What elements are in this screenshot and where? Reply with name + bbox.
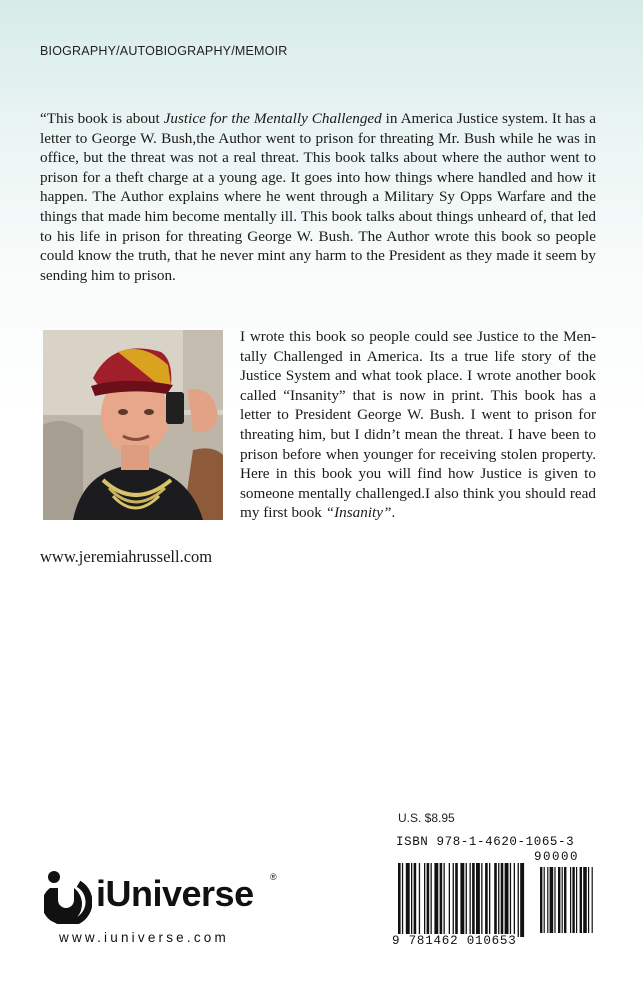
isbn-barcode <box>392 833 596 951</box>
author-photo <box>43 330 223 520</box>
book-blurb <box>40 109 596 285</box>
genre-label: BIOGRAPHY/AUTOBIOGRAPHY/MEMOIR <box>40 44 288 58</box>
isbn-label: ISBN 978-1-4620-1065-3 <box>396 835 575 849</box>
registered-mark: ® <box>270 872 277 882</box>
isbn-digits: 9 781462 010653 <box>392 934 517 948</box>
blurb-italic-title: Justice for the Mentally Challenged <box>163 110 382 127</box>
author-website-link[interactable]: www.jeremiahrussell.com <box>40 547 213 566</box>
publisher-name: iUniverse <box>96 873 254 914</box>
barcode-bars <box>392 863 596 945</box>
publisher-logo <box>44 868 284 928</box>
author-text-main: I wrote this book so people could see Justice to the Mentally Challenged in America. Its a true life story of the Justice System and what took place. I wrote another book called “Insanity” that is now in print. This book has a letter to President George W. Bush. I went to prison for threating him, but I didn’t mean the threat. I have been to prison before when younger for receiving stolen property. Here in this book you will find how Justice is given to someone mentally challenged.I also think you should read my first book <box>240 328 596 522</box>
author-statement <box>240 327 596 523</box>
blurb-part2: in America Justice system. It has a letter to George W. Bush,the Author went to prison for threating Mr. Bush while he was in office, but the threat was not a real threat. This book talks about where the author went to prison for a theft charge at a young age. It goes into how things where handled and how it happen. The Author explains where he went through a Military Sy Opps Warfare and the things that made him become mentally ill. This book talks about things unheard of, that led to his life in prison for threating George W. Bush. The Author wrote this book so people could know the truth, that he never mint any harm to the President as they made it seem by sending him to prison. <box>40 110 597 284</box>
author-text-end: . <box>391 504 396 522</box>
publisher-url[interactable]: www.iuniverse.com <box>59 930 229 945</box>
author-text-italic-book: “Insanity” <box>325 504 392 522</box>
barcode-addon-code: 90000 <box>534 850 580 864</box>
blurb-part1: “This book is about <box>40 110 164 127</box>
price-label: U.S. $8.95 <box>398 811 455 825</box>
iuniverse-logo-icon <box>44 868 92 924</box>
